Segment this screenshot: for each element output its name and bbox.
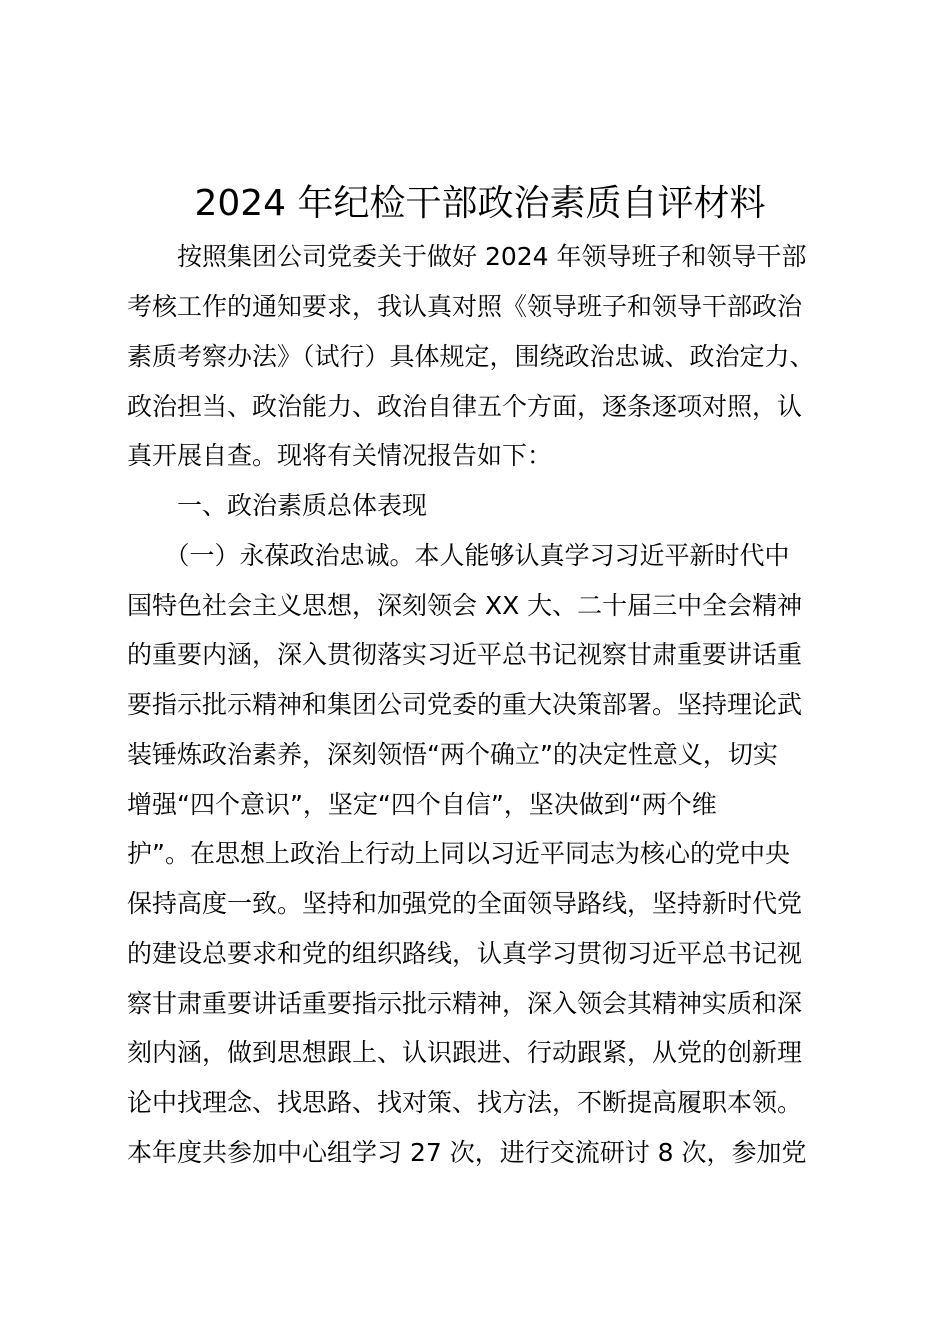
text-line: 真开展自查。现将有关情况报告如下： <box>127 441 553 470</box>
text-line: 装锤炼政治素养，深刻领悟“两个确立”的决定性意义，切实 <box>127 740 778 769</box>
text-line: 国特色社会主义思想，深刻领会 XX 大、二十届三中全会精神 <box>127 591 803 620</box>
text-line: 素质考察办法》（试行）具体规定，围绕政治忠诚、政治定力、 <box>127 342 815 371</box>
text-line: 要指示批示精神和集团公司党委的重大决策部署。坚持理论武 <box>127 690 803 719</box>
text-line: 的重要内涵，深入贯彻落实习近平总书记视察甘肃重要讲话重 <box>127 640 803 669</box>
text-line: 护”。在思想上政治上行动上同以习近平同志为核心的党中央 <box>127 839 790 868</box>
text-line: 论中找理念、找思路、找对策、找方法，不断提高履职本领。 <box>127 1088 803 1117</box>
text-line: 保持高度一致。坚持和加强党的全面领导路线，坚持新时代党 <box>127 889 803 918</box>
text-line: 的建设总要求和党的组织路线，认真学习贯彻习近平总书记视 <box>127 939 803 968</box>
section-heading: 一、政治素质总体表现 <box>127 491 428 520</box>
text-line: （一）永葆政治忠诚。本人能够认真学习习近平新时代中 <box>127 541 790 570</box>
text-line: 按照集团公司党委关于做好 2024 年领导班子和领导干部 <box>127 242 807 271</box>
document-title: 2024 年纪检干部政治素质自评材料 <box>194 183 766 224</box>
text-line: 本年度共参加中心组学习 27 次，进行交流研讨 8 次，参加党 <box>127 1138 807 1167</box>
text-line: 考核工作的通知要求，我认真对照《领导班子和领导干部政治 <box>127 292 803 321</box>
text-line: 刻内涵，做到思想跟上、认识跟进、行动跟紧，从党的创新理 <box>127 1038 803 1067</box>
text-line: 察甘肃重要讲话重要指示批示精神，深入领会其精神实质和深 <box>127 989 803 1018</box>
text-line: 增强“四个意识”，坚定“四个自信”，坚决做到“两个维 <box>127 790 717 819</box>
text-line: 政治担当、政治能力、政治自律五个方面，逐条逐项对照，认 <box>127 392 803 421</box>
